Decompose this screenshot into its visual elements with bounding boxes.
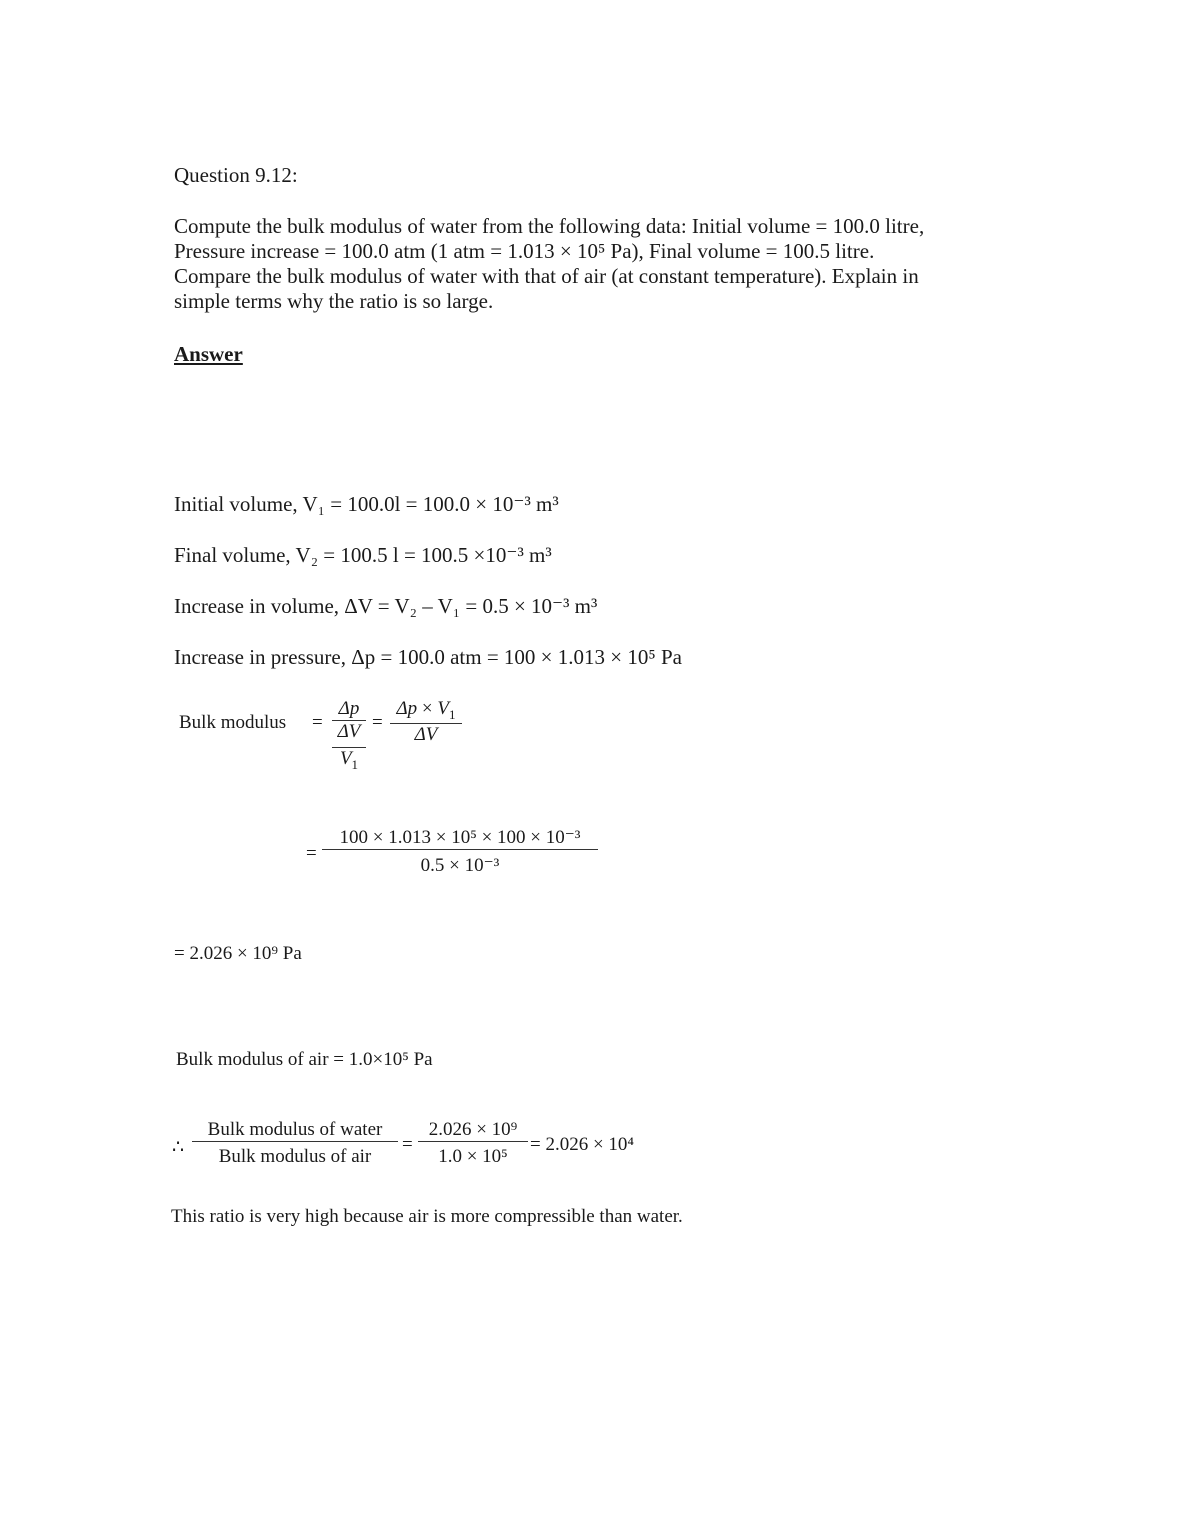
bulk-modulus-result: = 2.026 × 10⁹ Pa: [174, 943, 302, 964]
question-line-4: simple terms why the ratio is so large.: [174, 289, 494, 313]
step-increase-volume: Increase in volume, ΔV = V₂ – V₁ = 0.5 × 10⁻³ m³: [174, 594, 598, 618]
equals-sign-3: =: [306, 843, 317, 864]
bulk-modulus-air: Bulk modulus of air = 1.0×10⁵ Pa: [176, 1049, 433, 1070]
ratio-num-label: Bulk modulus of water: [207, 1119, 383, 1140]
ratio-num-value: 2.026 × 10⁹: [428, 1119, 518, 1140]
equals-sign-2: =: [372, 712, 383, 733]
question-line-1: Compute the bulk modulus of water from the following data: Initial volume = 100.0 litre,: [174, 214, 925, 238]
equals-sign-4: =: [402, 1134, 413, 1155]
question-line-2: Pressure increase = 100.0 atm (1 atm = 1.013 × 10⁵ Pa), Final volume = 100.5 litre.: [174, 239, 875, 263]
conclusion: This ratio is very high because air is more compressible than water.: [171, 1206, 683, 1227]
substitution-numerator: 100 × 1.013 × 10⁵ × 100 × 10⁻³: [339, 827, 581, 848]
step-increase-pressure: Increase in pressure, Δp = 100.0 atm = 100 × 1.013 × 10⁵ Pa: [174, 645, 682, 669]
ratio-den-value: 1.0 × 10⁵: [418, 1141, 528, 1168]
formula-simplified-fraction: $\frac{\Delta p \times V_1}{\Delta V}$: [390, 698, 462, 746]
ratio-result: = 2.026 × 10⁴: [530, 1134, 635, 1155]
step-initial-volume: Initial volume, V₁ = 100.0l = 100.0 × 10⁻³ m³: [174, 492, 559, 516]
question-line-3: Compare the bulk modulus of water with that of air (at constant temperature). Explain in: [174, 264, 919, 288]
answer-heading: Answer: [174, 342, 243, 366]
step-final-volume: Final volume, V₂ = 100.5 l = 100.5 ×10⁻³ m³: [174, 543, 552, 567]
equals-sign: =: [312, 712, 323, 733]
question-title: Question 9.12:: [174, 163, 298, 187]
formula-compound-fraction: Δp ΔV $V_1$: [332, 698, 366, 773]
substitution-denominator: 0.5 × 10⁻³: [322, 849, 598, 877]
ratio-den-label: Bulk modulus of air: [192, 1141, 398, 1168]
ratio-value-fraction: [418, 1119, 528, 1168]
therefore-symbol: ∴: [172, 1137, 185, 1158]
substitution-fraction: [322, 826, 598, 877]
ratio-label-fraction: [192, 1119, 398, 1168]
bulk-modulus-label: Bulk modulus: [179, 712, 287, 733]
